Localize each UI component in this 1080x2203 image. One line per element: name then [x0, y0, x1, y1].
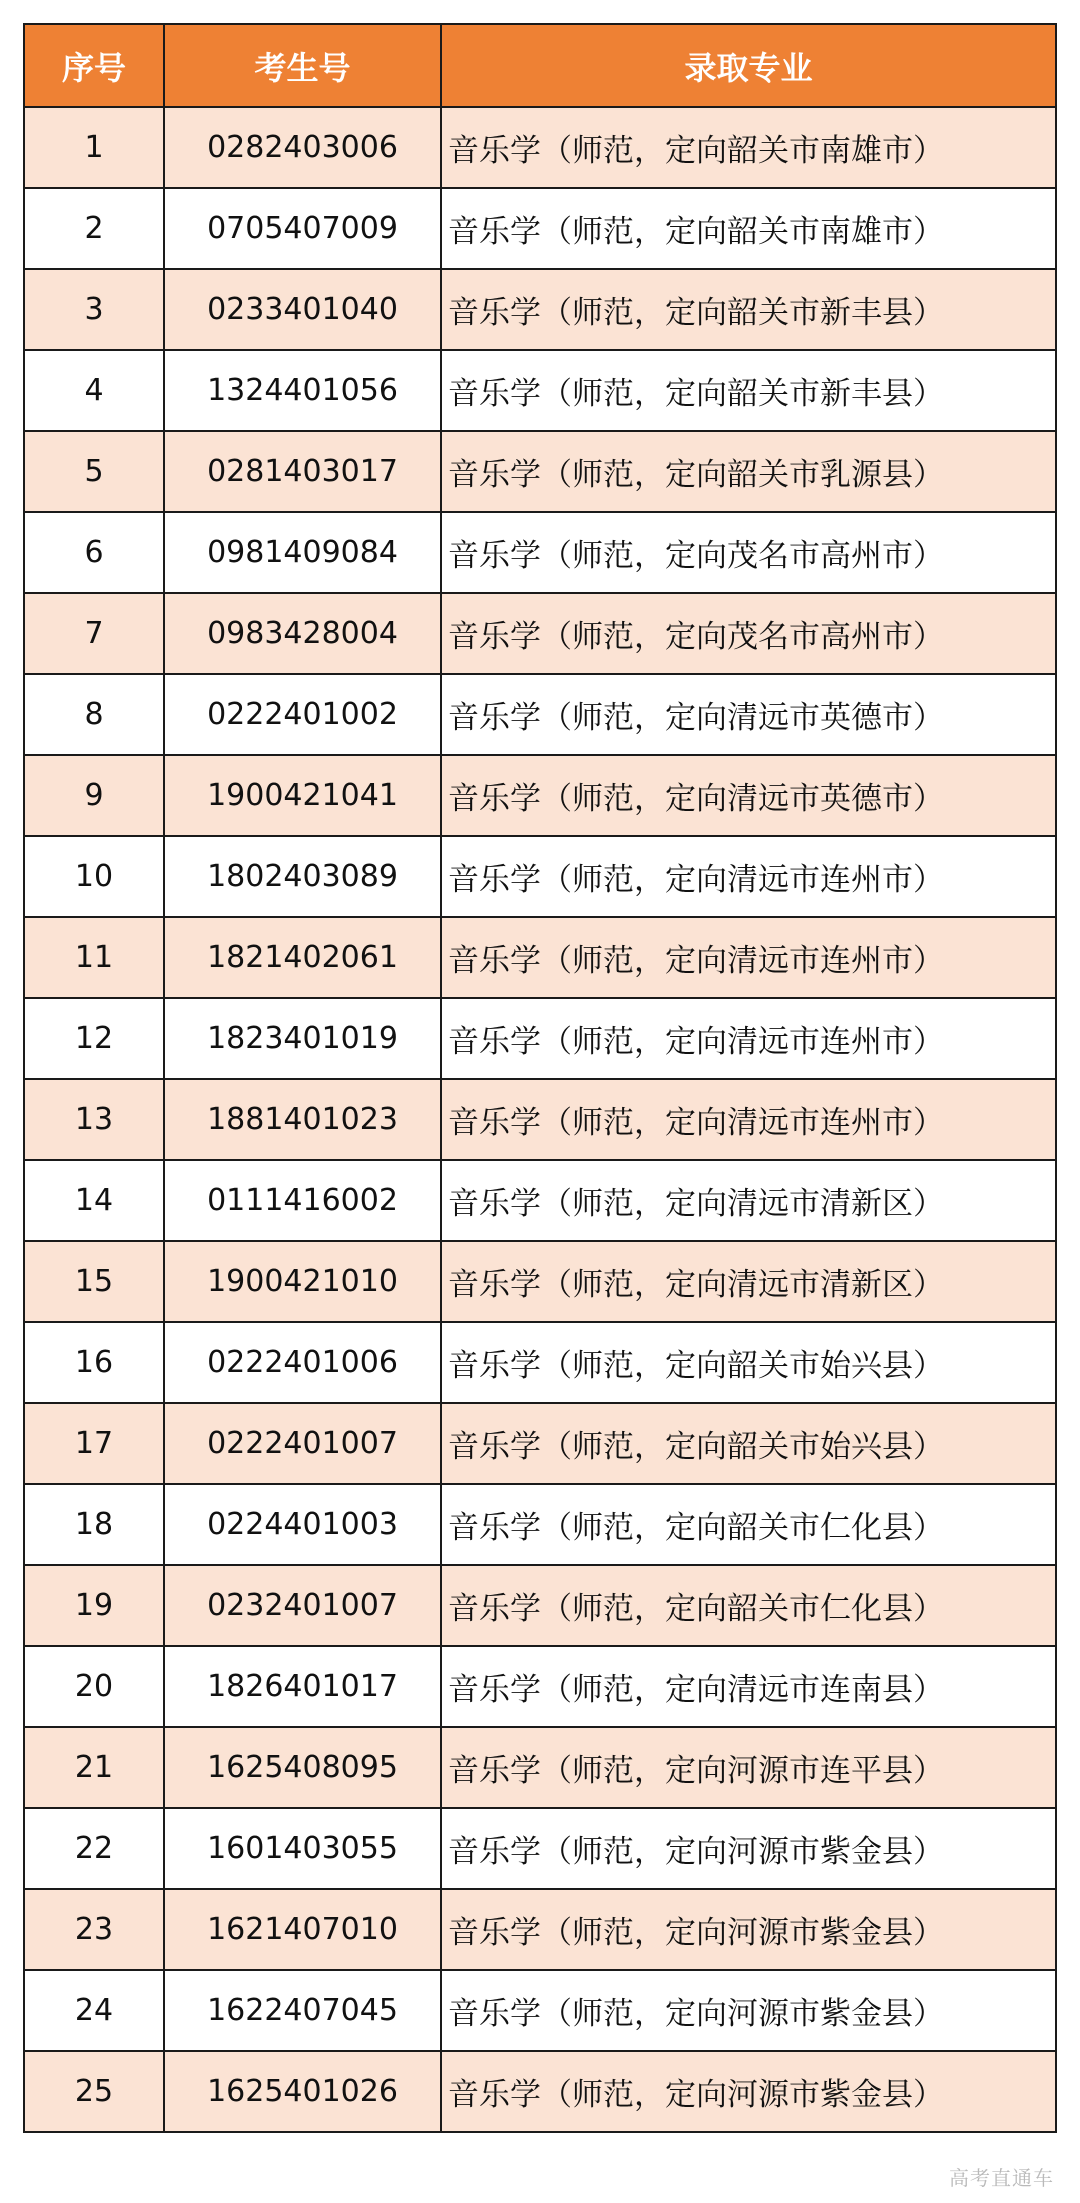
table-row [24, 755, 1056, 836]
cell-serial-number: 25 [24, 2051, 164, 2132]
cell-admitted-major: 音乐学（师范，定向韶关市始兴县） [441, 1322, 1056, 1403]
cell-candidate-number: 0222401007 [164, 1403, 441, 1484]
cell-candidate-number: 1881401023 [164, 1079, 441, 1160]
cell-serial-number: 9 [24, 755, 164, 836]
cell-serial-number: 16 [24, 1322, 164, 1403]
table-row [24, 188, 1056, 269]
table-row [24, 1889, 1056, 1970]
cell-admitted-major: 音乐学（师范，定向河源市紫金县） [441, 2051, 1056, 2132]
cell-admitted-major: 音乐学（师范，定向韶关市乳源县） [441, 431, 1056, 512]
cell-admitted-major: 音乐学（师范，定向河源市连平县） [441, 1727, 1056, 1808]
cell-candidate-number: 1601403055 [164, 1808, 441, 1889]
table-body [24, 107, 1056, 2132]
cell-candidate-number: 0222401002 [164, 674, 441, 755]
cell-serial-number: 15 [24, 1241, 164, 1322]
table-row [24, 1241, 1056, 1322]
cell-candidate-number: 0981409084 [164, 512, 441, 593]
cell-serial-number: 6 [24, 512, 164, 593]
table-row [24, 2051, 1056, 2132]
cell-admitted-major: 音乐学（师范，定向韶关市新丰县） [441, 269, 1056, 350]
cell-candidate-number: 1900421041 [164, 755, 441, 836]
cell-candidate-number: 0281403017 [164, 431, 441, 512]
table-row [24, 1970, 1056, 2051]
table-row [24, 1079, 1056, 1160]
table-row [24, 512, 1056, 593]
cell-admitted-major: 音乐学（师范，定向河源市紫金县） [441, 1889, 1056, 1970]
cell-candidate-number: 1324401056 [164, 350, 441, 431]
cell-candidate-number: 0705407009 [164, 188, 441, 269]
cell-admitted-major: 音乐学（师范，定向清远市连州市） [441, 998, 1056, 1079]
cell-candidate-number: 0282403006 [164, 107, 441, 188]
cell-admitted-major: 音乐学（师范，定向清远市英德市） [441, 755, 1056, 836]
cell-admitted-major: 音乐学（师范，定向韶关市仁化县） [441, 1484, 1056, 1565]
header-admitted-major: 录取专业 [441, 24, 1056, 107]
cell-admitted-major: 音乐学（师范，定向清远市连州市） [441, 836, 1056, 917]
cell-candidate-number: 1900421010 [164, 1241, 441, 1322]
table-row [24, 350, 1056, 431]
table-row [24, 1565, 1056, 1646]
cell-candidate-number: 1826401017 [164, 1646, 441, 1727]
cell-serial-number: 4 [24, 350, 164, 431]
cell-admitted-major: 音乐学（师范，定向韶关市新丰县） [441, 350, 1056, 431]
cell-serial-number: 10 [24, 836, 164, 917]
table-row [24, 1646, 1056, 1727]
cell-admitted-major: 音乐学（师范，定向河源市紫金县） [441, 1970, 1056, 2051]
cell-candidate-number: 1823401019 [164, 998, 441, 1079]
cell-serial-number: 17 [24, 1403, 164, 1484]
cell-serial-number: 20 [24, 1646, 164, 1727]
cell-admitted-major: 音乐学（师范，定向韶关市仁化县） [441, 1565, 1056, 1646]
cell-serial-number: 1 [24, 107, 164, 188]
cell-admitted-major: 音乐学（师范，定向清远市连南县） [441, 1646, 1056, 1727]
cell-admitted-major: 音乐学（师范，定向韶关市始兴县） [441, 1403, 1056, 1484]
table-row [24, 998, 1056, 1079]
table-row [24, 1403, 1056, 1484]
cell-serial-number: 5 [24, 431, 164, 512]
cell-admitted-major: 音乐学（师范，定向河源市紫金县） [441, 1808, 1056, 1889]
cell-candidate-number: 1802403089 [164, 836, 441, 917]
cell-admitted-major: 音乐学（师范，定向韶关市南雄市） [441, 188, 1056, 269]
cell-serial-number: 23 [24, 1889, 164, 1970]
table-row [24, 107, 1056, 188]
cell-admitted-major: 音乐学（师范，定向韶关市南雄市） [441, 107, 1056, 188]
cell-serial-number: 13 [24, 1079, 164, 1160]
table-row [24, 836, 1056, 917]
cell-candidate-number: 1625401026 [164, 2051, 441, 2132]
cell-serial-number: 3 [24, 269, 164, 350]
cell-admitted-major: 音乐学（师范，定向清远市英德市） [441, 674, 1056, 755]
table-row [24, 593, 1056, 674]
cell-admitted-major: 音乐学（师范，定向清远市清新区） [441, 1241, 1056, 1322]
cell-admitted-major: 音乐学（师范，定向清远市连州市） [441, 1079, 1056, 1160]
cell-admitted-major: 音乐学（师范，定向清远市清新区） [441, 1160, 1056, 1241]
cell-serial-number: 12 [24, 998, 164, 1079]
watermark: 高考直通车 [949, 2166, 1054, 2190]
table-row [24, 1160, 1056, 1241]
cell-serial-number: 8 [24, 674, 164, 755]
table-row [24, 674, 1056, 755]
header-serial-number: 序号 [24, 24, 164, 107]
cell-serial-number: 18 [24, 1484, 164, 1565]
cell-candidate-number: 0232401007 [164, 1565, 441, 1646]
cell-candidate-number: 1622407045 [164, 1970, 441, 2051]
admission-table [23, 23, 1057, 2133]
cell-serial-number: 14 [24, 1160, 164, 1241]
cell-candidate-number: 0224401003 [164, 1484, 441, 1565]
cell-candidate-number: 1821402061 [164, 917, 441, 998]
table-row [24, 1484, 1056, 1565]
header-candidate-number: 考生号 [164, 24, 441, 107]
table-row [24, 431, 1056, 512]
cell-serial-number: 11 [24, 917, 164, 998]
cell-candidate-number: 1621407010 [164, 1889, 441, 1970]
cell-serial-number: 21 [24, 1727, 164, 1808]
table-row [24, 917, 1056, 998]
cell-serial-number: 24 [24, 1970, 164, 2051]
cell-serial-number: 2 [24, 188, 164, 269]
table-row [24, 1727, 1056, 1808]
cell-serial-number: 7 [24, 593, 164, 674]
table-row [24, 269, 1056, 350]
cell-candidate-number: 1625408095 [164, 1727, 441, 1808]
cell-candidate-number: 0233401040 [164, 269, 441, 350]
cell-admitted-major: 音乐学（师范，定向茂名市高州市） [441, 593, 1056, 674]
cell-serial-number: 19 [24, 1565, 164, 1646]
cell-admitted-major: 音乐学（师范，定向清远市连州市） [441, 917, 1056, 998]
cell-admitted-major: 音乐学（师范，定向茂名市高州市） [441, 512, 1056, 593]
admission-table-container [23, 23, 1055, 2133]
cell-candidate-number: 0222401006 [164, 1322, 441, 1403]
cell-candidate-number: 0111416002 [164, 1160, 441, 1241]
table-row [24, 1808, 1056, 1889]
table-row [24, 1322, 1056, 1403]
cell-serial-number: 22 [24, 1808, 164, 1889]
cell-candidate-number: 0983428004 [164, 593, 441, 674]
table-header-row [24, 24, 1056, 107]
